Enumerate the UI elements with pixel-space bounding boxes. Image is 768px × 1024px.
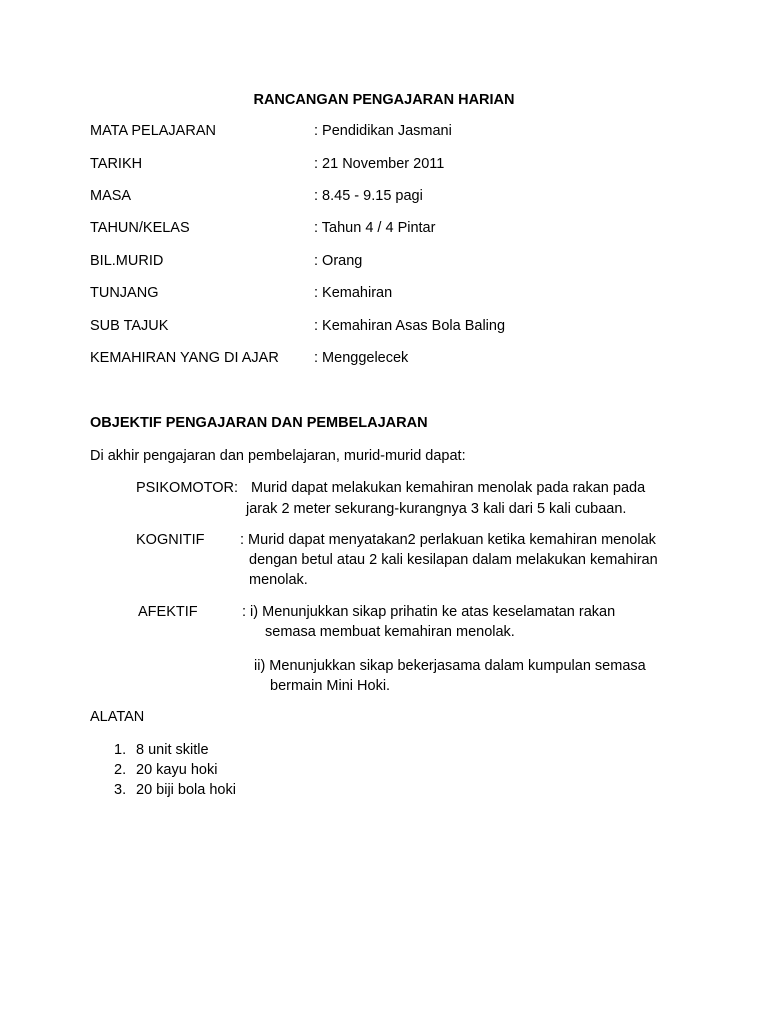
- alatan-item-1-num: 1.: [114, 742, 127, 758]
- info-label-sub-tajuk: SUB TAJUK: [90, 318, 169, 334]
- info-value-mata-pelajaran: : Pendidikan Jasmani: [314, 123, 452, 139]
- psikomotor-line1: Murid dapat melakukan kemahiran menolak pada rakan pada: [251, 480, 646, 496]
- afektif-ii-line2: bermain Mini Hoki.: [270, 678, 391, 694]
- info-value-masa: : 8.45 - 9.15 pagi: [314, 188, 423, 204]
- afektif-label: AFEKTIF: [138, 604, 198, 620]
- alatan-heading: ALATAN: [90, 709, 145, 725]
- psikomotor-label: PSIKOMOTOR:: [136, 480, 239, 496]
- alatan-item-3-text: 20 biji bola hoki: [136, 782, 236, 798]
- objektif-heading: OBJEKTIF PENGAJARAN DAN PEMBELAJARAN: [90, 415, 428, 431]
- info-label-bil-murid: BIL.MURID: [90, 253, 164, 269]
- objektif-intro: Di akhir pengajaran dan pembelajaran, murid-murid dapat:: [90, 448, 466, 464]
- alatan-item-2-text: 20 kayu hoki: [136, 762, 218, 778]
- info-value-bil-murid: : Orang: [314, 253, 363, 269]
- kognitif-line3: menolak.: [249, 572, 308, 588]
- info-value-sub-tajuk: : Kemahiran Asas Bola Baling: [314, 318, 506, 334]
- psikomotor-line2: jarak 2 meter sekurang-kurangnya 3 kali dari 5 kali cubaan.: [246, 501, 627, 517]
- kognitif-label: KOGNITIF: [136, 532, 205, 548]
- info-label-kemahiran: KEMAHIRAN YANG DI AJAR: [90, 350, 279, 366]
- document-title: RANCANGAN PENGAJARAN HARIAN: [253, 92, 515, 108]
- info-label-mata-pelajaran: MATA PELAJARAN: [90, 123, 216, 139]
- info-label-tunjang: TUNJANG: [90, 285, 159, 301]
- info-label-tahun-kelas: TAHUN/KELAS: [90, 220, 190, 236]
- afektif-i-line2: semasa membuat kemahiran menolak.: [265, 624, 515, 640]
- info-label-tarikh: TARIKH: [90, 156, 143, 172]
- info-label-masa: MASA: [90, 188, 132, 204]
- kognitif-line1: : Murid dapat menyatakan2 perlakuan ketika kemahiran menolak: [240, 532, 656, 548]
- afektif-i-line1: : i) Menunjukkan sikap prihatin ke atas keselamatan rakan: [242, 604, 616, 620]
- info-value-tarikh: : 21 November 2011: [314, 156, 445, 172]
- alatan-item-1-text: 8 unit skitle: [136, 742, 209, 758]
- alatan-item-3-num: 3.: [114, 782, 127, 798]
- afektif-ii-line1: ii) Menunjukkan sikap bekerjasama dalam kumpulan semasa: [254, 658, 646, 674]
- info-value-tahun-kelas: : Tahun 4 / 4 Pintar: [314, 220, 436, 236]
- kognitif-line2: dengan betul atau 2 kali kesilapan dalam melakukan kemahiran: [249, 552, 658, 568]
- alatan-item-2-num: 2.: [114, 762, 127, 778]
- info-value-tunjang: : Kemahiran: [314, 285, 393, 301]
- info-value-kemahiran: : Menggelecek: [314, 350, 409, 366]
